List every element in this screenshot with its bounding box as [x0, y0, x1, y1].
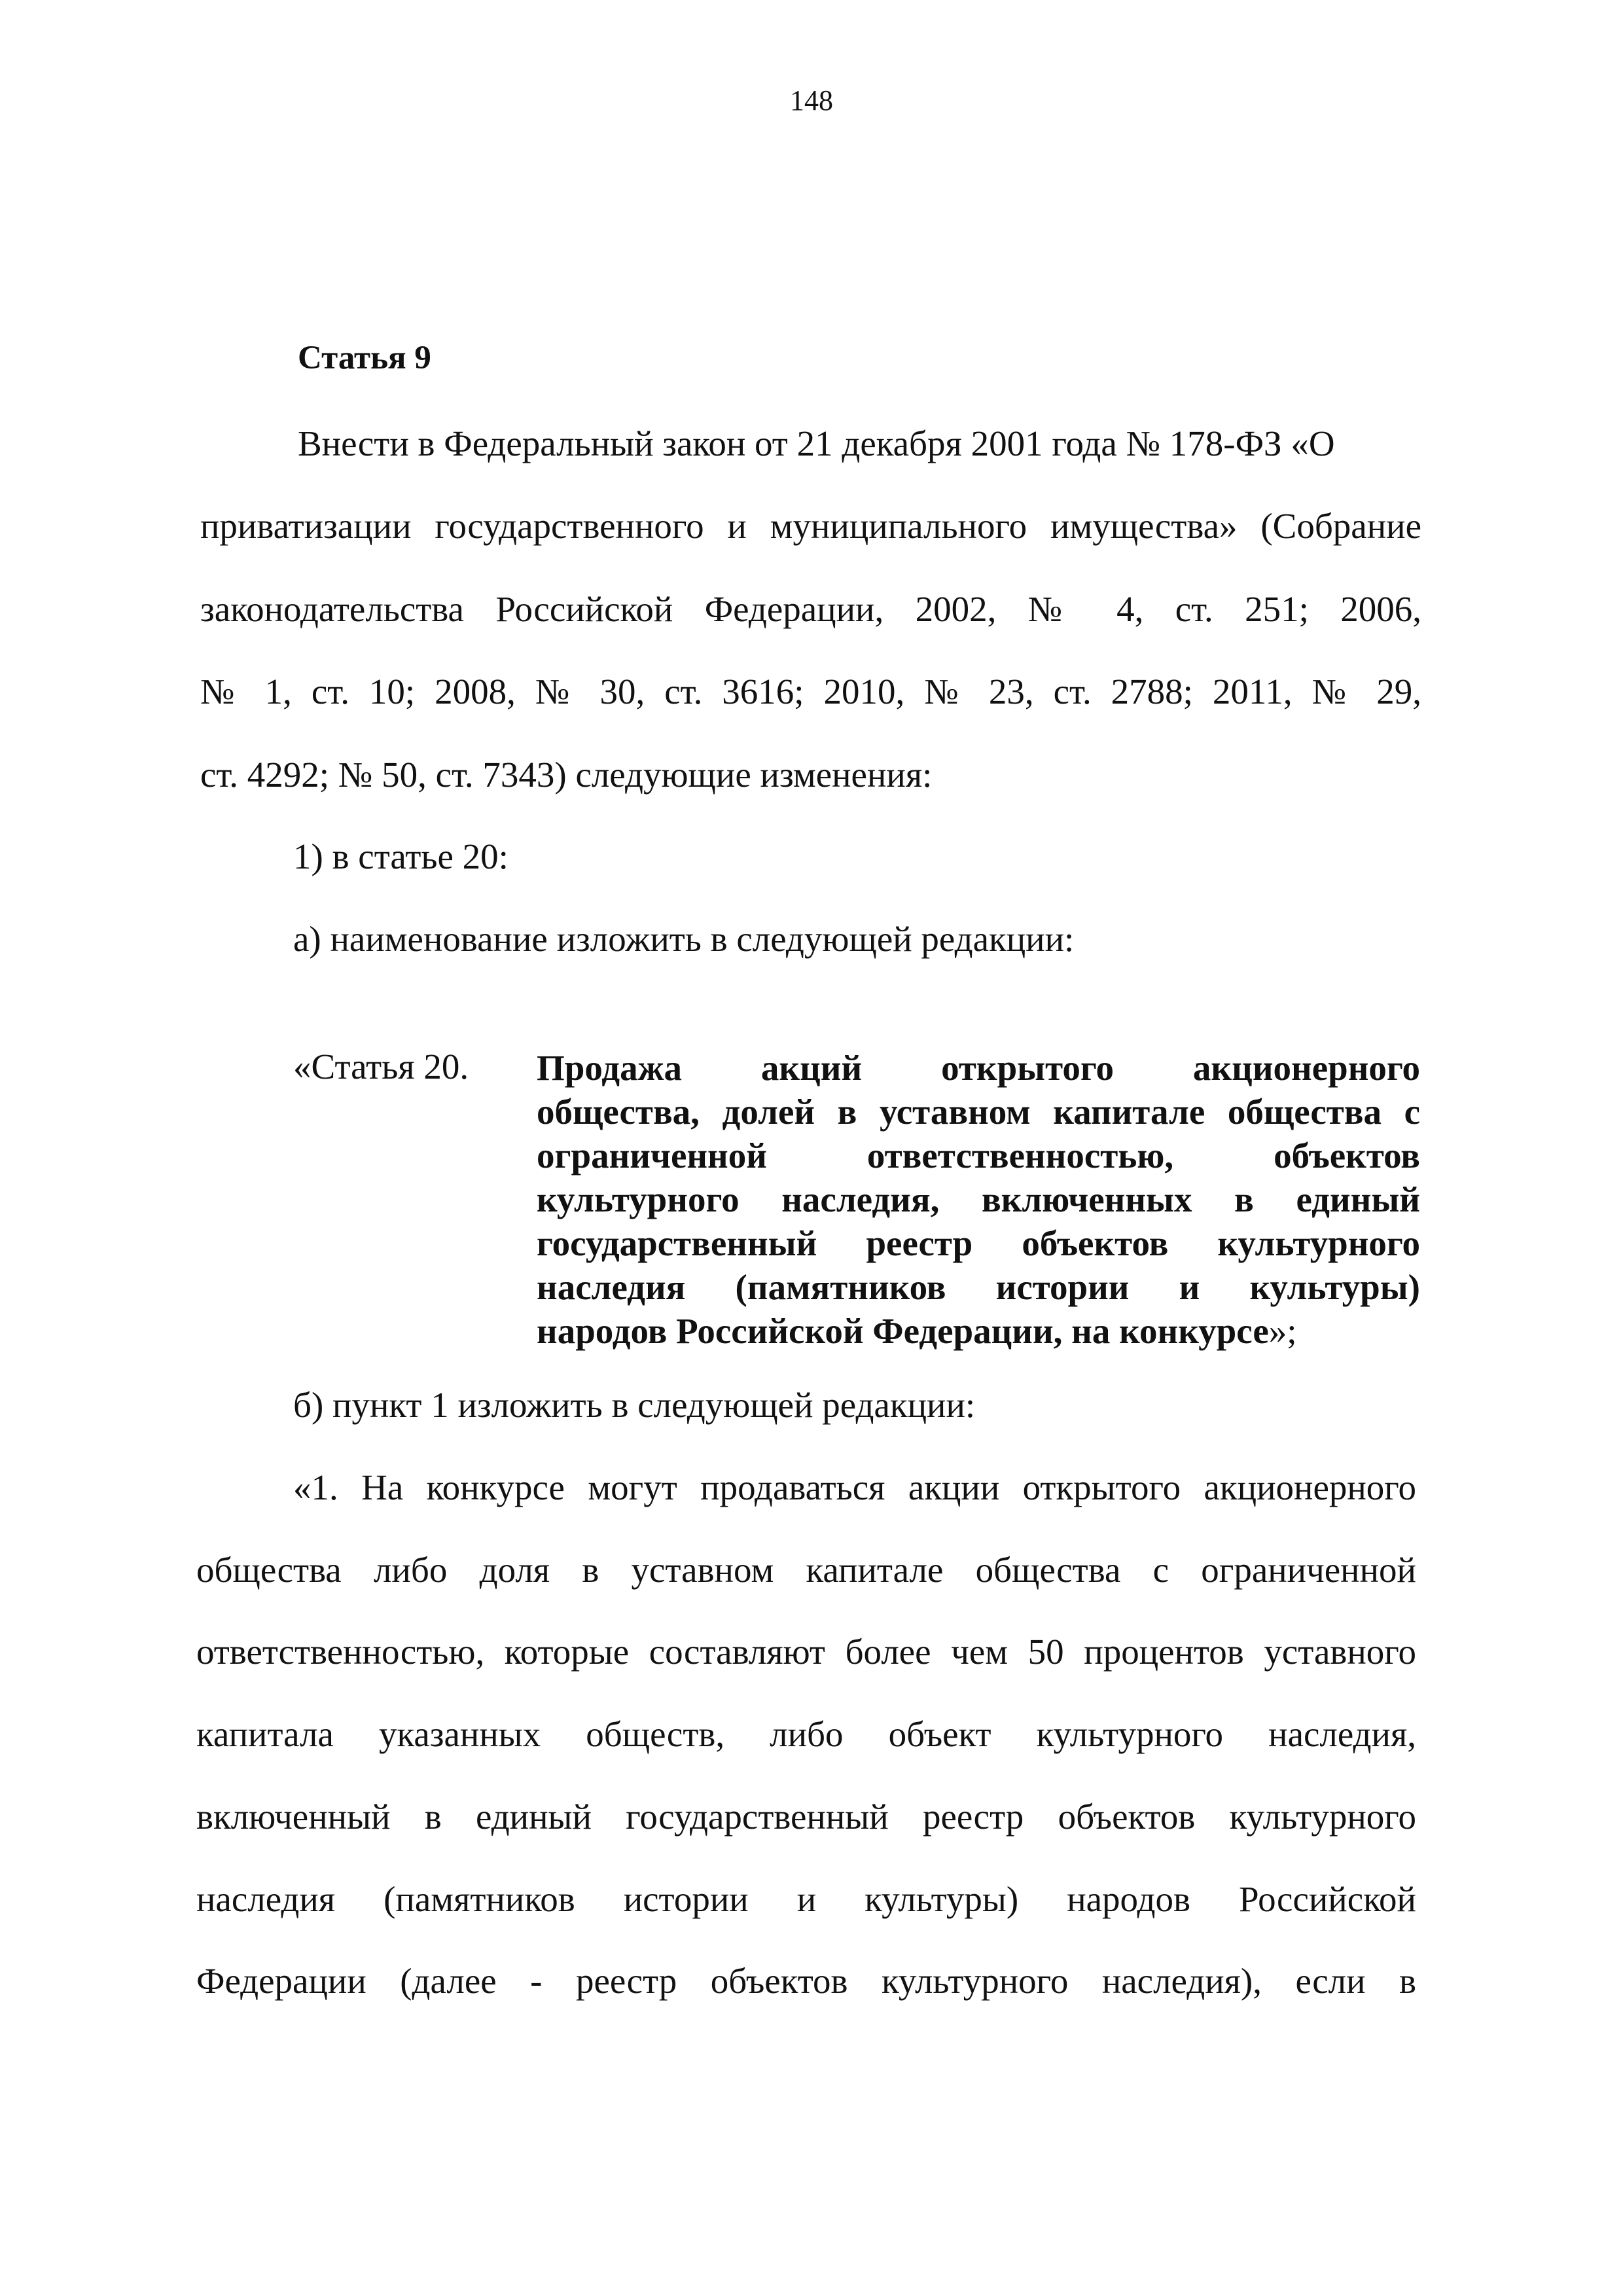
intro-line: № 1, ст. 10; 2008, № 30, ст. 3616; 2010, № 23, ст. 2788; 2011, № 29, — [200, 672, 1421, 711]
article-heading: Статья 9 — [298, 340, 431, 376]
new-heading-label: «Статья 20. — [293, 1047, 469, 1086]
new-heading-title — [537, 1046, 1420, 1353]
intro-line: ст. 4292; № 50, ст. 7343) следующие изменения: — [200, 755, 933, 795]
new-heading-line: общества, долей в уставном капитале общества с — [537, 1092, 1420, 1132]
clause-line: включенный в единый государственный реестр объектов культурного — [196, 1797, 1416, 1837]
list-item: а) наименование изложить в следующей редакции: — [293, 919, 1075, 959]
clause-line: ответственностью, которые составляют более чем 50 процентов уставного — [196, 1632, 1416, 1672]
clause-line: «1. На конкурсе могут продаваться акции открытого акционерного — [293, 1467, 1416, 1507]
list-item: б) пункт 1 изложить в следующей редакции: — [293, 1385, 976, 1425]
intro-line: приватизации государственного и муниципального имущества» (Собрание — [200, 506, 1421, 546]
new-heading-line: Продажа акций открытого акционерного — [537, 1048, 1420, 1088]
clause-line: капитала указанных обществ, либо объект культурного наследия, — [196, 1714, 1416, 1754]
clause-line: общества либо доля в уставном капитале общества с ограниченной — [196, 1550, 1416, 1590]
new-heading-line: народов Российской Федерации, на конкурсе — [537, 1311, 1269, 1351]
new-heading-tail: »; — [1268, 1311, 1297, 1351]
intro-line: Внести в Федеральный закон от 21 декабря 2001 года № 178-ФЗ «О — [298, 423, 1335, 463]
list-item: 1) в статье 20: — [293, 836, 508, 876]
new-heading-line: государственный реестр объектов культурного — [537, 1223, 1420, 1263]
intro-line: законодательства Российской Федерации, 2002, № 4, ст. 251; 2006, — [200, 589, 1421, 629]
new-heading-line: культурного наследия, включенных в единый — [537, 1179, 1420, 1219]
clause-line: наследия (памятников истории и культуры) народов Российской — [196, 1879, 1416, 1919]
new-heading-line: наследия (памятников истории и культуры) — [537, 1267, 1420, 1307]
clause-line: Федерации (далее - реестр объектов культурного наследия), если в — [196, 1961, 1416, 2001]
new-heading-last-line — [537, 1309, 1420, 1353]
page-number: 148 — [790, 84, 833, 117]
new-heading-line: ограниченной ответственностью, объектов — [537, 1136, 1420, 1175]
